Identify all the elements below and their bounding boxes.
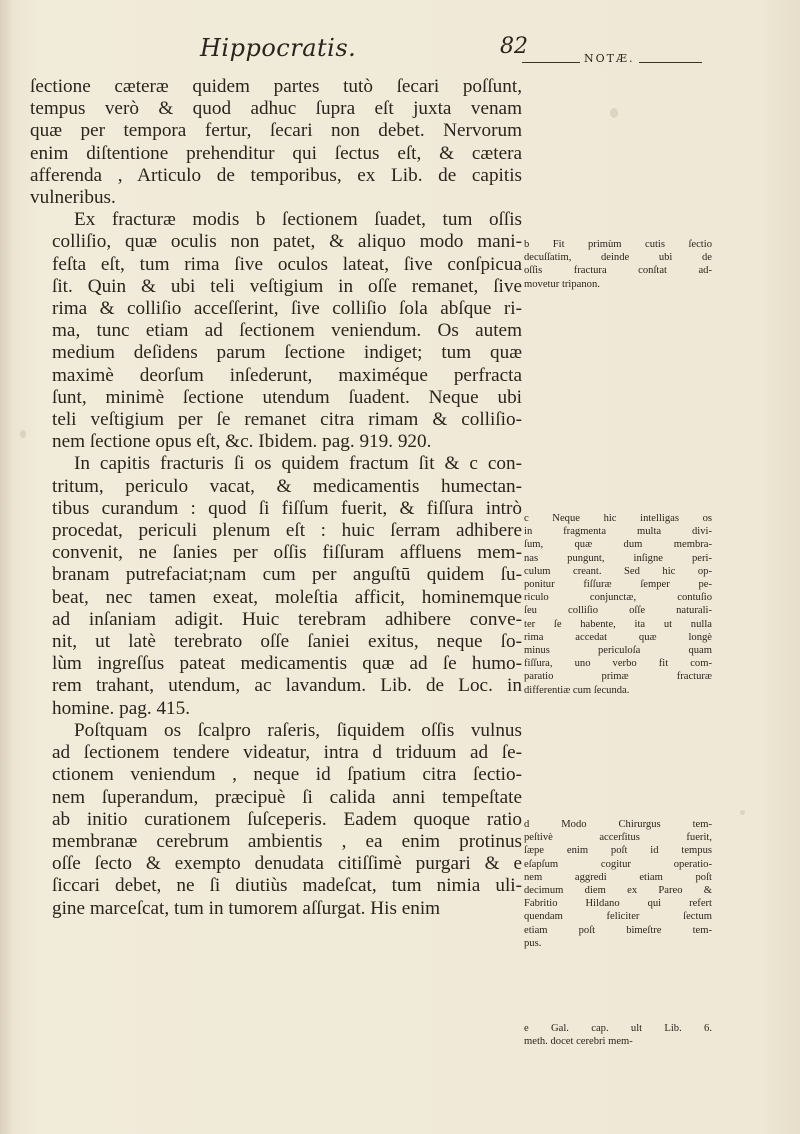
text-line: ſunt, minimè ſectione utendum ſuadent. Neque ubi	[52, 386, 522, 408]
footnote-e	[524, 1022, 712, 1048]
footnote-line: oſſis fractura conſtat ad-	[524, 265, 712, 277]
text-line: convenit, ne ſanies per oſſis fiſſuram affluens mem-	[52, 542, 522, 564]
text-line: nit, ut latè terebrato oſſe ſaniei exitus, neque ſo-	[52, 631, 522, 653]
main-text-column	[30, 76, 522, 920]
paragraph	[30, 76, 522, 209]
footnote-line: e Gal. cap. ult Lib. 6.	[524, 1023, 712, 1034]
text-line: tempus verò & quod adhuc ſupra eſt juxta venam	[30, 98, 522, 120]
footnote-line: Fabritio Hildano qui refert	[524, 898, 712, 910]
footnote-line: paratio primæ fracturæ	[524, 671, 712, 683]
footnote-line: ſum, quæ dum membra-	[524, 539, 712, 551]
footnote-line: rima accedat quæ longè	[524, 631, 712, 643]
text-line: ad ſectionem tendere videatur, intra d triduum ad ſe-	[52, 742, 522, 764]
text-line: colliſio, quæ oculis non patet, & aliquo modo mani-	[52, 231, 522, 253]
footnote-line: etiam poſt bimeſtre tem-	[524, 924, 712, 936]
footnote-line: movetur trìpanon.	[524, 278, 600, 290]
text-line: homine. pag. 415.	[52, 697, 191, 719]
footnote-line: eſapſum cogitur operatio-	[524, 858, 712, 870]
text-line: ſiccari debet, ne ſi diutiùs madeſcat, tum nimia uli-	[52, 875, 522, 897]
text-line: gine marceſcat, tum in tumorem aſſurgat. His enim	[52, 897, 441, 919]
footnote-line: c Neque hic intelligas os	[524, 513, 712, 524]
text-line: Poſtquam os ſcalpro raſeris, ſiquidem oſſis vulnus	[74, 719, 522, 741]
text-line: ad inſaniam adigit. Huic terebram adhibere conve-	[52, 608, 522, 630]
footnote-line: ponitur fiſſuræ ſemper pe-	[524, 579, 712, 591]
page-number: 82	[500, 34, 528, 59]
footnote-line: minus periculoſa quam	[524, 645, 712, 657]
notes-header	[522, 52, 702, 80]
text-line: feſta eſt, tum rima ſive oculos lateat, ſive conſpicua	[52, 253, 522, 275]
text-line: rima & colliſio acceſſerint, ſive colliſio ſola abſque ri-	[52, 298, 522, 320]
footnote-line: nas pungunt, inſigne peri-	[524, 552, 712, 564]
text-line: ſit. Quin & ubi teli veſtigium in oſſe remanet, ſive	[52, 275, 522, 297]
text-line: nem ſectione opus eſt, &c. Ibidem. pag. 919. 920.	[52, 431, 432, 453]
text-line: tibus curandum : quod ſi fiſſum fuerit, & fiſſura intrò	[52, 497, 522, 519]
footnote-line: riculo conjunctæ, contuſio	[524, 592, 712, 604]
footnote-line: peſtivè accerſitus fuerit,	[524, 832, 712, 844]
footnote-line: meth. docet cerebri mem-	[524, 1036, 633, 1048]
paragraph	[30, 720, 522, 920]
footnote-line: in fragmenta multa divi-	[524, 526, 712, 538]
footnote-c	[524, 512, 712, 697]
text-line: quæ per tempora fertur, ſecari non debet. Nervorum	[30, 120, 522, 142]
ink-blot	[20, 430, 26, 438]
text-line: tritum, periculo vacat, & medicamentis humectan-	[52, 475, 522, 497]
notes-label: NOTÆ.	[580, 52, 639, 65]
text-line: enim diſtentione prehenditur qui ſectus eſt, & cætera	[30, 142, 522, 164]
text-line: oſſe ſecto & exempto denudata citiſſimè purgari & e	[52, 853, 522, 875]
paragraph	[30, 453, 522, 719]
running-title: Hippocratis.	[200, 34, 357, 62]
paragraph	[30, 209, 522, 453]
footnote-line: decuſſatim, deinde ubi de	[524, 252, 712, 264]
ink-blot	[740, 810, 745, 815]
text-line: Ex fracturæ modis b ſectionem ſuadet, tum oſſis	[74, 209, 522, 231]
text-line: In capitis fracturis ſi os quidem fractum ſit & c con-	[74, 453, 522, 475]
ink-blot	[610, 108, 618, 118]
text-line: maximè deorſum inſederunt, maximéque perfracta	[52, 364, 522, 386]
text-line: procedat, periculi plenum eſt : huic ſerram adhibere	[52, 520, 522, 542]
text-line: lùm ingreſſus pateat medicamentis quæ ad ſe humo-	[52, 653, 522, 675]
text-line: beat, nec tamen exeat, moleſtia afficit, hominemque	[52, 586, 522, 608]
text-line: ſectione cæteræ quidem partes tutò ſecari poſſunt,	[30, 76, 522, 97]
text-line: branam putrefaciat;nam cum per anguſtū quidem ſu-	[52, 564, 522, 586]
footnote-line: b Fit primùm cutis ſectio	[524, 239, 712, 250]
text-line: ctionem veniendum , neque id ſpatium citra ſectio-	[52, 764, 522, 786]
running-head	[200, 34, 540, 74]
text-line: ab initio curationem ſuſceperis. Eadem quoque ratio	[52, 808, 522, 830]
text-line: rem trahant, utendum, ac lavandum. Lib. de Loc. in	[52, 675, 522, 697]
text-line: membranæ cerebrum ambientis , ea enim protinus	[52, 830, 522, 852]
footnote-line: pus.	[524, 937, 542, 949]
text-line: teli veſtigium per ſe remanet citra rimam & colliſio-	[52, 409, 522, 431]
footnote-line: culum creant. Sed hic op-	[524, 565, 712, 577]
text-line: nem ſuperandum, præcipuè ſi calida anni tempeſtate	[52, 786, 522, 808]
footnote-line: fiſſura, uno verbo fit com-	[524, 658, 712, 670]
footnote-line: nem aggredi etiam poſt	[524, 871, 712, 883]
footnote-d	[524, 818, 712, 950]
text-line: vulneribus.	[30, 187, 116, 209]
footnote-line: quendam feliciter ſectum	[524, 911, 712, 923]
text-line: afferenda , Articulo de temporibus, ex Lib. de capitis	[30, 164, 522, 186]
text-line: medium deſidens parum ſectione indiget; tum quæ	[52, 342, 522, 364]
text-line: ma, tunc etiam ad ſectionem veniendum. Os autem	[52, 320, 522, 342]
footnote-line: ter ſe habente, ita ut nulla	[524, 618, 712, 630]
footnote-line: differentiæ cum ſecunda.	[524, 684, 630, 696]
footnote-line: decimum diem ex Pareo &	[524, 885, 712, 897]
footnote-line: ſeu colliſio oſſe naturali-	[524, 605, 712, 617]
footnote-line: ſæpe enim poſt id tempus	[524, 845, 712, 857]
footnote-b	[524, 238, 712, 291]
footnote-line: d Modo Chirurgus tem-	[524, 819, 712, 830]
